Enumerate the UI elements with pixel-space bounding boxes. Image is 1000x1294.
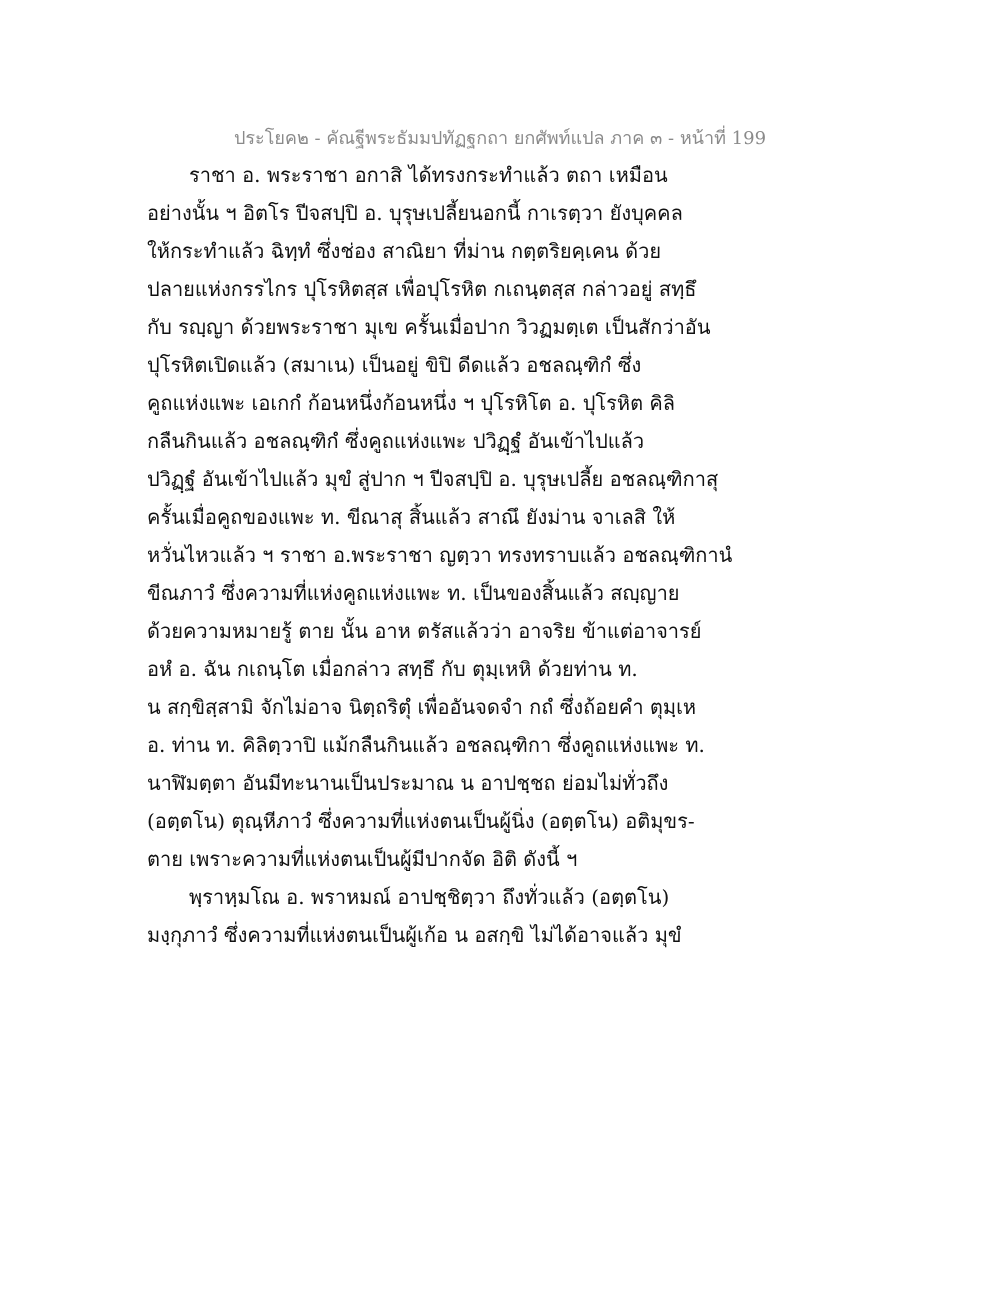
text-line: ปลายแห่งกรรไกร ปุโรหิตสฺส เพื่อปุโรหิต กเถนฺตสฺส กล่าวอยู่ สทฺธึ [147,277,697,301]
text-line: ราชา อ. พระราชา อกาสิ ได้ทรงกระทำแล้ว ตถา เหมือน [189,163,668,187]
page-header: ประโยค๒ - คัณฐีพระธัมมปทัฏฐกถา ยกศัพท์แปล ภาค ๓ - หน้าที่ 199 [233,128,767,149]
text-line: น สกฺขิสฺสามิ จักไม่อาจ นิตฺถริตุํ เพื่ออันจดจำ กถํ ซึ่งถ้อยคำ ตุมฺเห [147,695,697,719]
text-line: ขีณภาวํ ซึ่งความที่แห่งคูถแห่งแพะ ท. เป็นของสิ้นแล้ว สญฺญาย [147,581,680,605]
text-line: นาฬิมตฺตา อันมีทะนานเป็นประมาณ น อาปชฺชถ ย่อมไม่ทั่วถึง [147,771,669,795]
text-line: อย่างนั้น ฯ อิตโร ปีจสปฺปิ อ. บุรุษเปลี้ยนอกนี้ กาเรตฺวา ยังบุคคล [147,201,683,225]
text-line: ปุโรหิตเปิดแล้ว (สมาเน) เป็นอยู่ ขิปิ ดีดแล้ว อชลณฺฑิกํ ซึ่ง [147,353,642,377]
text-line: พฺราหฺมโณ อ. พราหมณ์ อาปชฺชิตฺวา ถึงทั่วแล้ว (อตฺตโน) [189,885,670,909]
text-line: ด้วยความหมายรู้ ตาย นั้น อาห ตรัสแล้วว่า อาจริย ข้าแต่อาจารย์ [147,619,702,643]
text-line: มงฺกุภาวํ ซึ่งความที่แห่งตนเป็นผู้เก้อ น อสกฺขิ ไม่ได้อาจแล้ว มุขํ [147,923,682,947]
text-line: คูถแห่งแพะ เอเกกํ ก้อนหนึ่งก้อนหนึ่ง ฯ ปุโรหิโต อ. ปุโรหิต คิลิ [147,391,676,415]
text-line: กับ รญฺญา ด้วยพระราชา มุเข ครั้นเมื่อปาก วิวฏมตฺเต เป็นสักว่าอัน [147,315,711,339]
text-line: ครั้นเมื่อคูถของแพะ ท. ขีณาสุ สิ้นแล้ว สาณึ ยังม่าน จาเลสิ ให้ [147,505,676,529]
text-line: กลืนกินแล้ว อชลณฺฑิกํ ซึ่งคูถแห่งแพะ ปวิฏฺฐํ อันเข้าไปแล้ว [147,429,645,453]
text-line: หวั่นไหวแล้ว ฯ ราชา อ.พระราชา ญตฺวา ทรงทราบแล้ว อชลณฺฑิกานํ [147,543,733,567]
body-text [147,156,847,954]
text-line: ตาย เพราะความที่แห่งตนเป็นผู้มีปากจัด อิติ ดังนี้ ฯ [147,847,578,871]
text-line: (อตฺตโน) ตุณฺหีภาวํ ซึ่งความที่แห่งตนเป็นผู้นิ่ง (อตฺตโน) อติมุขร- [147,809,695,833]
text-line: ปวิฏฺฐํ อันเข้าไปแล้ว มุขํ สู่ปาก ฯ ปีจสปฺปิ อ. บุรุษเปลี้ย อชลณฺฑิกาสุ [147,467,719,491]
text-line: อ. ท่าน ท. คิลิตฺวาปิ แม้กลืนกินแล้ว อชลณฺฑิกา ซึ่งคูถแห่งแพะ ท. [147,733,705,757]
text-line: ให้กระทำแล้ว ฉิทฺทํ ซึ่งช่อง สาณิยา ที่ม่าน กตฺตริยคฺเคน ด้วย [147,239,662,263]
text-line: อหํ อ. ฉัน กเถนฺโต เมื่อกล่าว สทฺธึ กับ ตุมฺเหหิ ด้วยท่าน ท. [147,657,638,681]
